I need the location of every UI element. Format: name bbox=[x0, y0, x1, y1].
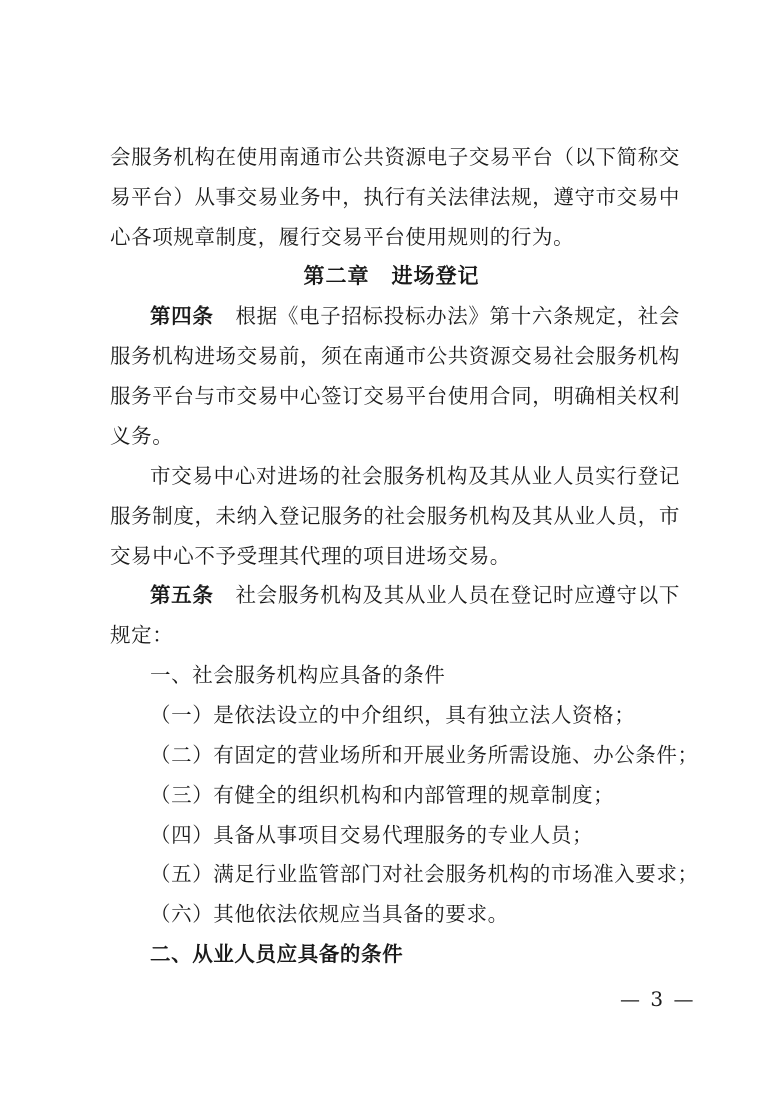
paragraph-line: 会服务机构在使用南通市公共资源电子交易平台（以下简称交 bbox=[110, 145, 680, 169]
article-5-text: 社会服务机构及其从业人员在登记时应遵守以下 bbox=[235, 583, 680, 607]
paragraph-line: 服务机构进场交易前，须在南通市公共资源交易社会服务机构 bbox=[110, 344, 680, 368]
article-4-label: 第四条 bbox=[150, 304, 214, 328]
chapter-title bbox=[0, 262, 783, 290]
article-5-label: 第五条 bbox=[150, 583, 214, 607]
chapter-number: 第二章 bbox=[303, 264, 370, 288]
list-item: （四）具备从事项目交易代理服务的专业人员； bbox=[150, 823, 594, 847]
paragraph-line: 市交易中心对进场的社会服务机构及其从业人员实行登记 bbox=[150, 464, 680, 488]
page-number: — 3 — bbox=[620, 987, 696, 1011]
paragraph-line: 服务制度，未纳入登记服务的社会服务机构及其从业人员，市 bbox=[110, 504, 680, 528]
paragraph-line: 规定： bbox=[110, 623, 174, 647]
section-1-heading: 一、社会服务机构应具备的条件 bbox=[150, 663, 446, 687]
list-item: （二）有固定的营业场所和开展业务所需设施、办公条件； bbox=[150, 743, 699, 767]
paragraph-line: 交易中心不予受理其代理的项目进场交易。 bbox=[110, 544, 511, 568]
paragraph-line: 义务。 bbox=[110, 424, 174, 448]
list-item: （五）满足行业监管部门对社会服务机构的市场准入要求； bbox=[150, 862, 699, 886]
section-2-heading: 二、从业人员应具备的条件 bbox=[150, 942, 404, 966]
article-4-text: 根据《电子招标投标办法》第十六条规定，社会 bbox=[235, 304, 680, 328]
paragraph-line: 服务平台与市交易中心签订交易平台使用合同，明确相关权利 bbox=[110, 384, 680, 408]
chapter-name: 进场登记 bbox=[391, 264, 480, 288]
list-item: （三）有健全的组织机构和内部管理的规章制度； bbox=[150, 783, 615, 807]
paragraph-line: 易平台）从事交易业务中，执行有关法律法规，遵守市交易中 bbox=[110, 185, 680, 209]
paragraph-line: 心各项规章制度，履行交易平台使用规则的行为。 bbox=[110, 225, 575, 249]
article-4-first-line bbox=[150, 302, 680, 330]
article-5-first-line bbox=[150, 581, 680, 609]
list-item: （一）是依法设立的中介组织，具有独立法人资格； bbox=[150, 703, 636, 727]
list-item: （六）其他依法依规应当具备的要求。 bbox=[150, 902, 509, 926]
